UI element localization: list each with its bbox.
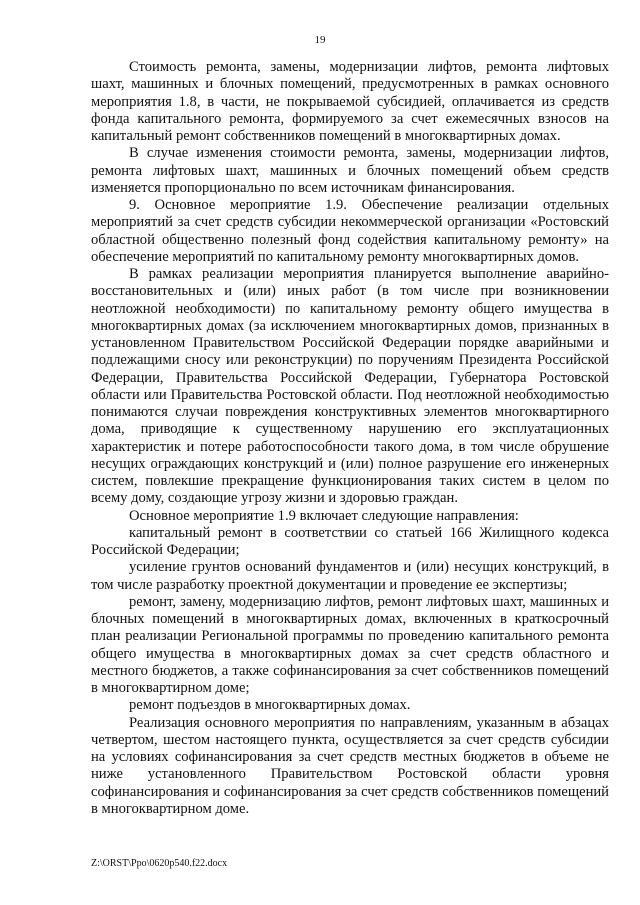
- footer-file-path: Z:\ORST\Ppo\0620p540.f22.docx: [91, 858, 228, 869]
- paragraph-direction-elevators: ремонт, замену, модернизацию лифтов, ремонт лифтовых шахт, машинных и блочных помещений в многоквартирных домах, включенных в краткосрочный план реализации Региональной программы по проведению капитального ремонта общего имущества в многоквартирных домах за счет средств областного и местного бюджетов, а также софинансирования за счет собственников помещений в многоквартирном доме;: [91, 593, 609, 696]
- paragraph-direction-foundations: усиление грунтов оснований фундаментов и (или) несущих конструкций, в том числе разработку проектной документации и проведение ее экспертизы;: [91, 559, 609, 593]
- paragraph-direction-capital-repair: капитальный ремонт в соответствии со статьей 166 Жилищного кодекса Российской Федерации;: [91, 524, 609, 558]
- page-number: 19: [314, 34, 326, 46]
- paragraph-cost-change: В случае изменения стоимости ремонта, замены, модернизации лифтов, ремонта лифтовых шахт, машинных и блочных помещений объем средств изменяется пропорционально по всем источникам финансирования.: [91, 145, 609, 196]
- paragraph-directions-intro: Основное мероприятие 1.9 включает следующие направления:: [129, 507, 519, 524]
- document-body: [91, 59, 609, 818]
- paragraph-emergency-works: В рамках реализации мероприятия планируется выполнение аварийно-восстановительных и (или) иных работ (в том числе при возникновении неотложной необходимости) по капитальному ремонту общего имущества в многоквартирных домах (за исключением многоквартирных домов, признанных в установленном Правительством Российской Федерации порядке аварийными и подлежащими сносу или реконструкции) по поручениям Президента Российской Федерации, Правительства Российской Федерации, Губернатора Ростовской области или Правительства Ростовской области. Под неотложной необходимостью понимаются случаи повреждения конструктивных элементов многоквартирного дома, приводящие к существенному нарушению его эксплуатационных характеристик и потере работоспособности такого дома, в том числе обрушение несущих ограждающих конструкций и (или) полное разрушение его инженерных систем, повлекшие прекращение функционирования таких систем в целом по всему дому, создающие угрозу жизни и здоровью граждан.: [91, 266, 609, 507]
- paragraph-elevator-cost: Стоимость ремонта, замены, модернизации лифтов, ремонта лифтовых шахт, машинных и блочных помещений, предусмотренных в рамках основного мероприятия 1.8, в части, не покрываемой субсидией, оплачивается из средств фонда капитального ремонта, формируемого за счет ежемесячных взносов на капитальный ремонт собственников помещений в многоквартирных домах.: [91, 59, 609, 144]
- paragraph-measure-1-9-title: 9. Основное мероприятие 1.9. Обеспечение реализации отдельных мероприятий за счет средств субсидии некоммерческой организации «Ростовский областной общественно полезный фонд содействия капитальному ремонту» на обеспечение мероприятий по капитальному ремонту многоквартирных домов.: [91, 197, 609, 265]
- paragraph-cofinancing: Реализация основного мероприятия по направлениям, указанным в абзацах четвертом, шестом настоящего пункта, осуществляется за счет средств субсидии на условиях софинансирования за счет средств местных бюджетов в объеме не ниже установленного Правительством Ростовской области уровня софинансирования и софинансирования за счет средств собственников помещений в многоквартирном доме.: [91, 714, 609, 817]
- paragraph-direction-entrances: ремонт подъездов в многоквартирных домах.: [129, 697, 411, 714]
